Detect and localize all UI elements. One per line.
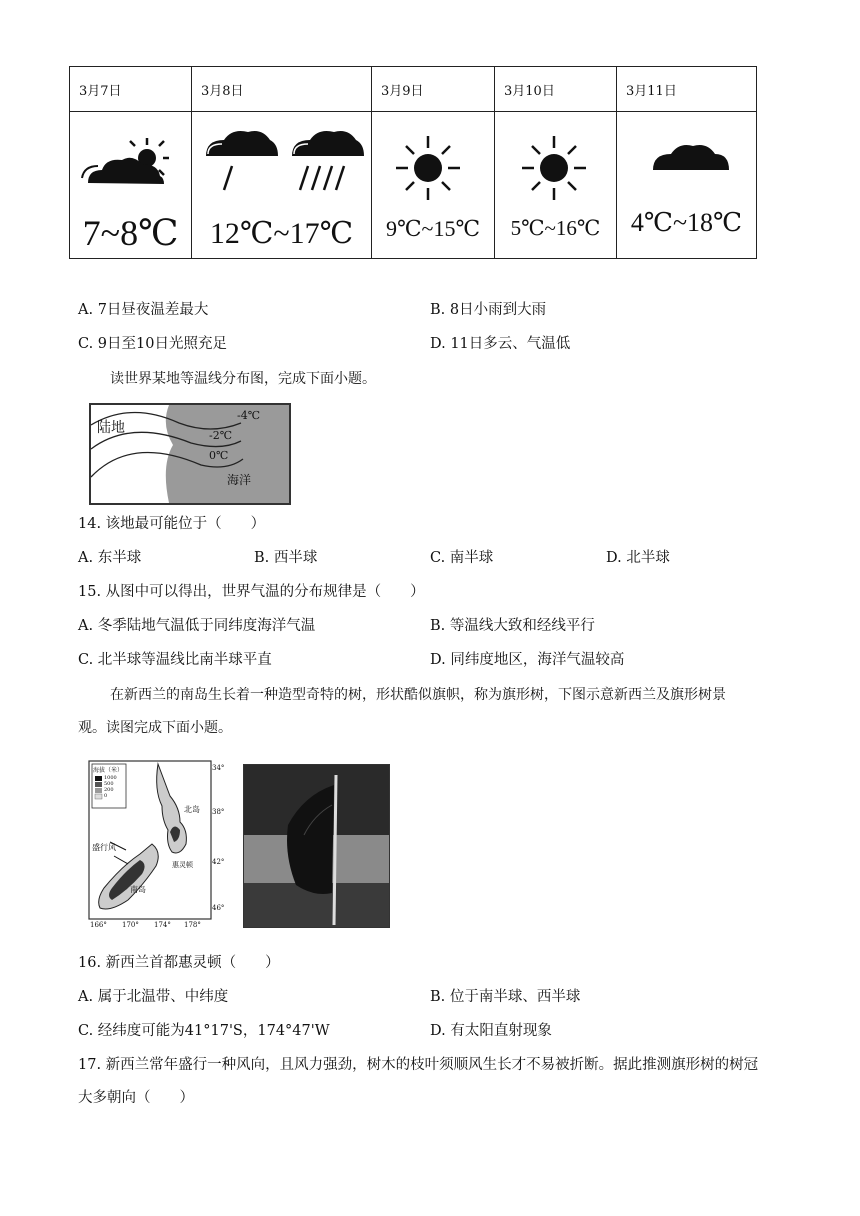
latitude-label: 38°: [212, 808, 225, 816]
legend-value: 0: [104, 793, 108, 799]
option-d: D. 北半球: [606, 550, 670, 566]
question-stem: 17. 新西兰常年盛行一种风向，且风力强劲，树木的枝叶须顺风生长才不易被折断。据此推测旗形树的树冠: [78, 1057, 759, 1073]
legend-value: 200: [104, 787, 114, 793]
weather-table: [69, 66, 757, 259]
intro-isotherm: 读世界某地等温线分布图，完成下面小题。: [110, 371, 376, 387]
question-stem-continued: 大多朝向（ ）: [78, 1090, 194, 1106]
isotherm-label: -2℃: [209, 429, 233, 442]
question-stem: 15. 从图中可以得出，世界气温的分布规律是（ ）: [78, 584, 425, 600]
latitude-label: 46°: [212, 904, 225, 912]
isotherm-label: 0℃: [209, 449, 229, 462]
weather-cell: [192, 112, 372, 259]
latitude-label: 34°: [212, 764, 225, 772]
longitude-label: 166°: [90, 921, 107, 929]
north-island-label: 北岛: [184, 805, 200, 814]
weather-cell: [617, 112, 757, 259]
option-a: A. 属于北温带、中纬度: [78, 989, 229, 1005]
date-cell: 3月9日: [372, 67, 495, 112]
rain-icon: [192, 118, 372, 208]
longitude-label: 170°: [122, 921, 139, 929]
option-a: A. 7日昼夜温差最大: [78, 302, 209, 318]
weather-cell: [372, 112, 495, 259]
ocean-label: 海洋: [227, 473, 252, 487]
date-cell: 3月8日: [192, 67, 372, 112]
new-zealand-map: [88, 760, 236, 932]
option-d: D. 有太阳直射现象: [430, 1023, 552, 1039]
intro-paragraph: 观。读图完成下面小题。: [78, 720, 232, 736]
option-c: C. 北半球等温线比南半球平直: [78, 652, 272, 668]
legend-value: 500: [104, 781, 114, 787]
land-label: 陆地: [97, 420, 125, 436]
temperature-label: 4℃~18℃: [630, 208, 743, 237]
legend-title: 海拔（米）: [93, 767, 124, 774]
option-b: B. 位于南半球、西半球: [430, 989, 581, 1005]
temperature-label: 5℃~16℃: [510, 216, 601, 240]
partly-cloudy-icon: [70, 118, 192, 208]
option-a: A. 东半球: [78, 550, 142, 566]
flag-tree-photo: [243, 764, 390, 928]
option-d: D. 同纬度地区，海洋气温较高: [430, 652, 625, 668]
option-c: C. 9日至10日光照充足: [78, 336, 227, 352]
question-stem: 16. 新西兰首都惠灵顿（ ）: [78, 955, 280, 971]
south-island-label: 南岛: [130, 885, 146, 894]
intro-paragraph: 在新西兰的南岛生长着一种造型奇特的树，形状酷似旗帜，称为旗形树，下图示意新西兰及旗形树景: [110, 687, 726, 703]
cloud-icon: [617, 118, 757, 208]
date-cell: 3月7日: [70, 67, 192, 112]
question-stem: 14. 该地最可能位于（ ）: [78, 516, 266, 532]
option-a: A. 冬季陆地气温低于同纬度海洋气温: [78, 618, 316, 634]
option-c: C. 经纬度可能为41°17'S，174°47'W: [78, 1023, 330, 1039]
temperature-label: 9℃~15℃: [385, 216, 481, 241]
weather-cell: [70, 112, 192, 259]
date-cell: 3月10日: [495, 67, 617, 112]
option-b: B. 西半球: [254, 550, 318, 566]
sun-icon: [495, 118, 617, 208]
sun-icon: [372, 118, 495, 208]
date-cell: 3月11日: [617, 67, 757, 112]
option-d: D. 11日多云、气温低: [430, 336, 571, 352]
isotherm-label: -4℃: [237, 409, 261, 422]
prevailing-wind-label: 盛行风: [92, 843, 116, 852]
longitude-label: 178°: [184, 921, 201, 929]
temperature-label: 7~8℃: [82, 213, 179, 253]
longitude-label: 174°: [154, 921, 171, 929]
legend-value: 1000: [104, 775, 117, 781]
weather-cell: [495, 112, 617, 259]
option-c: C. 南半球: [430, 550, 494, 566]
wellington-label: 惠灵顿: [172, 861, 193, 869]
isotherm-map: [89, 403, 291, 505]
latitude-label: 42°: [212, 858, 225, 866]
temperature-label: 12℃~17℃: [209, 217, 354, 250]
option-b: B. 8日小雨到大雨: [430, 302, 547, 318]
option-b: B. 等温线大致和经线平行: [430, 618, 595, 634]
